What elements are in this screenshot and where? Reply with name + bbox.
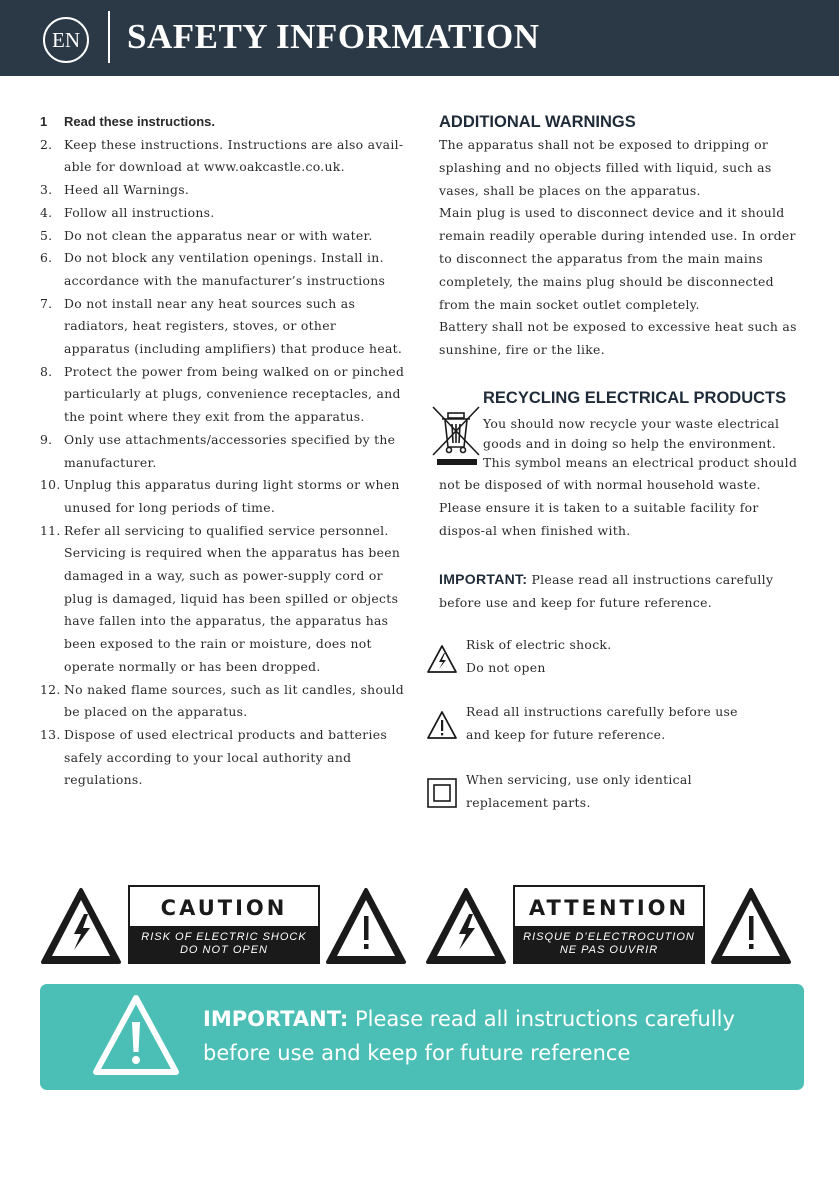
warning-paragraph: Main plug is used to disconnect device and it should remain readily operable during intended use. In order to disconnect the apparatus from the main mains completely, the mains plug should be disconnected from the main socket outlet completely. [439,205,796,312]
list-item [40,520,405,679]
list-item-text: Do not install near any heat sources such as radiators, heat registers, stoves, or other apparatus (including amplifiers) that produce heat. [64,295,403,357]
list-item-number: 6. [40,250,53,266]
list-item [40,202,405,225]
recycling-line: goods and in doing so help the environment. [483,435,777,451]
symbol-description [466,633,611,679]
banner-line: before use and keep for future reference [203,1041,631,1065]
important-label: IMPORTANT: [439,571,528,587]
electric-shock-icon [40,886,122,966]
caution-line: DO NOT OPEN [179,944,268,956]
warning-paragraph: The apparatus shall not be exposed to dripping or splashing and no objects filled with liquid, such as vases, shall be places on the apparatus. [439,137,772,198]
list-item [40,429,405,474]
list-item-text: Read these instructions. [64,114,215,129]
list-item-text: Do not block any ventilation openings. Install in. accordance with the manufacturer’s instructions [64,250,386,288]
symbol-line: and keep for future reference. [466,727,666,742]
warning-paragraph: Battery shall not be exposed to excessive heat such as sunshine, fire or the like. [439,319,797,358]
list-item-number: 10. [40,477,61,493]
list-item-number: 11. [40,522,61,538]
page-header [0,0,839,76]
list-item [40,474,405,519]
banner-line-text: Please read all instructions carefully [354,1007,735,1031]
warning-icon [90,992,182,1078]
attention-line: RISQUE D’ELECTROCUTION [523,931,695,943]
attention-subtitle [515,926,703,962]
recycling-body: not be disposed of with normal household waste. Please ensure it is taken to a suitable facility for dispos-al when finished with. [439,477,761,538]
list-item [40,247,405,292]
list-item-text: Only use attachments/accessories specified by the manufacturer. [64,431,396,470]
list-item-number: 5. [40,227,53,243]
list-item [40,361,405,429]
important-text: Please read all instructions carefully before use and keep for future reference. [439,572,774,610]
list-item [40,134,405,179]
list-item [40,179,405,202]
list-item-number: 12. [40,681,61,697]
language-badge: EN [43,17,89,63]
list-item-text: Keep these instructions. Instructions are also avail-able for download at www.oakcastle.co.uk. [64,136,404,175]
list-item-text: Do not clean the apparatus near or with water. [64,227,373,243]
symbol-description [466,768,692,814]
list-item-text: Follow all instructions. [64,204,215,220]
symbol-description [466,700,738,746]
caution-label [128,885,320,964]
header-divider [108,11,110,63]
list-item-number: 1 [40,114,48,129]
caution-subtitle [130,926,318,962]
attention-title: ATTENTION [528,896,690,920]
list-item-number: 2. [40,136,53,152]
additional-warnings-heading: ADDITIONAL WARNINGS [439,113,636,131]
symbol-line: replacement parts. [466,795,591,810]
list-item-text: Protect the power from being walked on or pinched particularly at plugs, convenience receptacles, and the point where they exit from the apparatus. [64,363,405,425]
warning-icon [710,886,792,966]
list-item [40,111,405,134]
attention-line: NE PAS OUVRIR [559,944,659,956]
symbol-line: Risk of electric shock. [466,637,612,652]
list-item [40,225,405,248]
electric-shock-icon [425,886,507,966]
list-item-number: 13. [40,726,61,742]
symbol-line: Do not open [466,660,546,675]
warning-icon [325,886,407,966]
banner-label: IMPORTANT: [203,1007,349,1031]
list-item-text: Refer all servicing to qualified service personnel. Servicing is required when the apparatus has been damaged in a way, such as power-supply cord or plug is damaged, liquid has been spilled or objects have fallen into the apparatus, the apparatus has been exposed to the rain or moisture, does not operate normally or has been dropped. [64,522,401,674]
electric-shock-icon [426,643,458,675]
page-title: SAFETY INFORMATION [127,17,540,56]
list-item-number: 9. [40,431,53,447]
list-item-number: 3. [40,182,53,198]
additional-warnings-body [439,134,801,362]
list-item [40,293,405,361]
list-item [40,679,405,724]
crossed-out-bin-icon [431,403,481,465]
list-item-text: No naked flame sources, such as lit candles, should be placed on the apparatus. [64,681,404,720]
recycling-intro [483,414,801,473]
list-item-number: 7. [40,295,53,311]
banner-line [203,1002,735,1036]
recycling-line: This symbol means an electrical product should [483,455,798,470]
warning-icon [426,709,458,741]
list-item-text: Heed all Warnings. [64,182,190,198]
important-note [439,568,801,615]
list-item-number: 8. [40,363,53,379]
list-item-number: 4. [40,204,53,220]
important-banner [40,984,804,1090]
recycling-line: You should now recycle your waste electrical [483,416,780,431]
list-item-text: Dispose of used electrical products and batteries safely according to your local authority and regulations. [64,726,388,788]
caution-title: CAUTION [160,896,288,920]
list-item-text: Unplug this apparatus during light storms or when unused for long periods of time. [64,477,400,515]
double-insulation-icon [426,777,458,809]
caution-line: RISK OF ELECTRIC SHOCK [141,931,307,943]
recycling-heading: RECYCLING ELECTRICAL PRODUCTS [483,389,787,407]
instructions-list [40,111,405,792]
banner-text [203,1002,735,1070]
symbol-line: When servicing, use only identical [466,772,692,787]
symbol-line: Read all instructions carefully before use [466,704,738,719]
list-item [40,724,405,792]
attention-label [513,885,705,964]
